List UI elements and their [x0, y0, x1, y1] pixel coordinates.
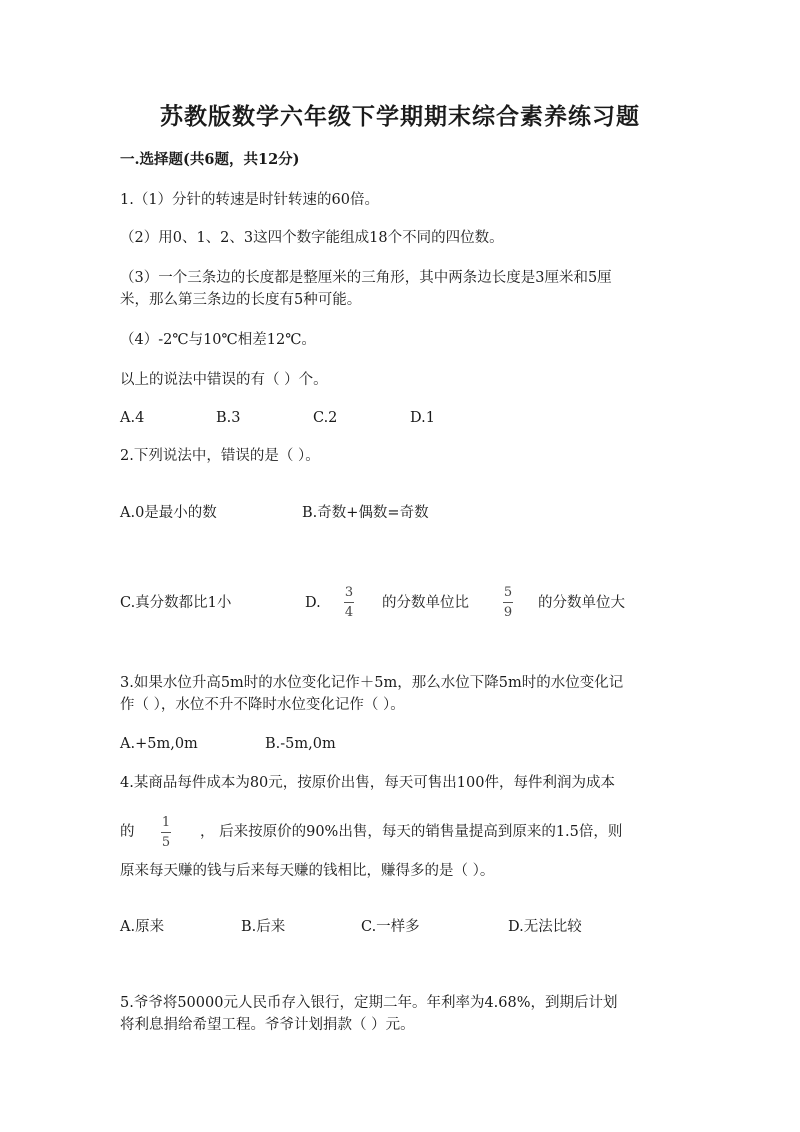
q5-line-2: 将利息捐给希望工程。爷爷计划捐款（ ）元。: [120, 1017, 415, 1033]
q1-option-b: B.3: [216, 410, 241, 426]
q3-option-b: B.-5m,0m: [265, 736, 336, 752]
fraction-denominator: 9: [503, 605, 513, 620]
q4-line-2a: 的: [120, 824, 135, 840]
section-heading: 一.选择题(共6题，共12分): [120, 151, 300, 168]
fraction-bar: [344, 602, 354, 603]
q5-line-1: 5.爷爷将50000元人民币存入银行，定期二年。年利率为4.68%，到期后计划: [120, 995, 618, 1011]
q2-fraction-3-4: [344, 585, 354, 620]
page-title: 苏教版数学六年级下学期期末综合素养练习题: [160, 103, 640, 130]
q1-option-a: A.4: [120, 410, 145, 426]
fraction-numerator: 1: [161, 815, 171, 830]
q1-statement-1: 1.（1）分针的转速是时针转速的60倍。: [120, 192, 380, 208]
q2-option-c: C.真分数都比1小: [120, 595, 232, 611]
fraction-numerator: 3: [344, 585, 354, 600]
q3-line-2: 作（ ），水位不升不降时水位变化记作（ ）。: [120, 697, 405, 713]
q2-option-d-end: 的分数单位大: [538, 595, 625, 611]
q3-option-a: A.+5m,0m: [120, 736, 198, 752]
q1-statement-2: （2）用0、1、2、3这四个数字能组成18个不同的四位数。: [120, 230, 504, 246]
q4-line-3: 原来每天赚的钱与后来每天赚的钱相比，赚得多的是（ ）。: [120, 863, 495, 879]
q4-option-a: A.原来: [120, 919, 165, 935]
q2-option-d-mid: 的分数单位比: [382, 595, 469, 611]
q4-fraction-1-5: [161, 815, 171, 850]
q2-option-d-label: D.: [305, 595, 321, 611]
fraction-denominator: 4: [344, 605, 354, 620]
q3-line-1: 3.如果水位升高5m时的水位变化记作＋5m，那么水位下降5m时的水位变化记: [120, 675, 624, 691]
fraction-bar: [503, 602, 513, 603]
q2-fraction-5-9: [503, 585, 513, 620]
q4-option-d: D.无法比较: [508, 919, 582, 935]
q1-option-c: C.2: [313, 410, 338, 426]
q4-line-1: 4.某商品每件成本为80元，按原价出售，每天可售出100件，每件利润为成本: [120, 775, 615, 791]
q4-option-c: C.一样多: [361, 919, 420, 935]
q1-statement-3a: （3）一个三条边的长度都是整厘米的三角形，其中两条边长度是3厘米和5厘: [120, 270, 612, 286]
q4-option-b: B.后来: [241, 919, 286, 935]
q2-stem: 2.下列说法中，错误的是（ ）。: [120, 448, 320, 464]
q2-option-b: B.奇数+偶数=奇数: [302, 505, 429, 521]
fraction-numerator: 5: [503, 585, 513, 600]
q1-stem: 以上的说法中错误的有（ ）个。: [120, 372, 328, 388]
q4-line-2b: ， 后来按原价的90%出售，每天的销售量提高到原来的1.5倍，则: [200, 824, 623, 840]
q1-statement-3b: 米，那么第三条边的长度有5种可能。: [120, 292, 362, 308]
q2-option-a: A.0是最小的数: [120, 505, 217, 521]
fraction-bar: [161, 832, 171, 833]
q1-statement-4: （4）-2℃与10℃相差12℃。: [120, 332, 316, 348]
q1-option-d: D.1: [410, 410, 435, 426]
fraction-denominator: 5: [161, 835, 171, 850]
